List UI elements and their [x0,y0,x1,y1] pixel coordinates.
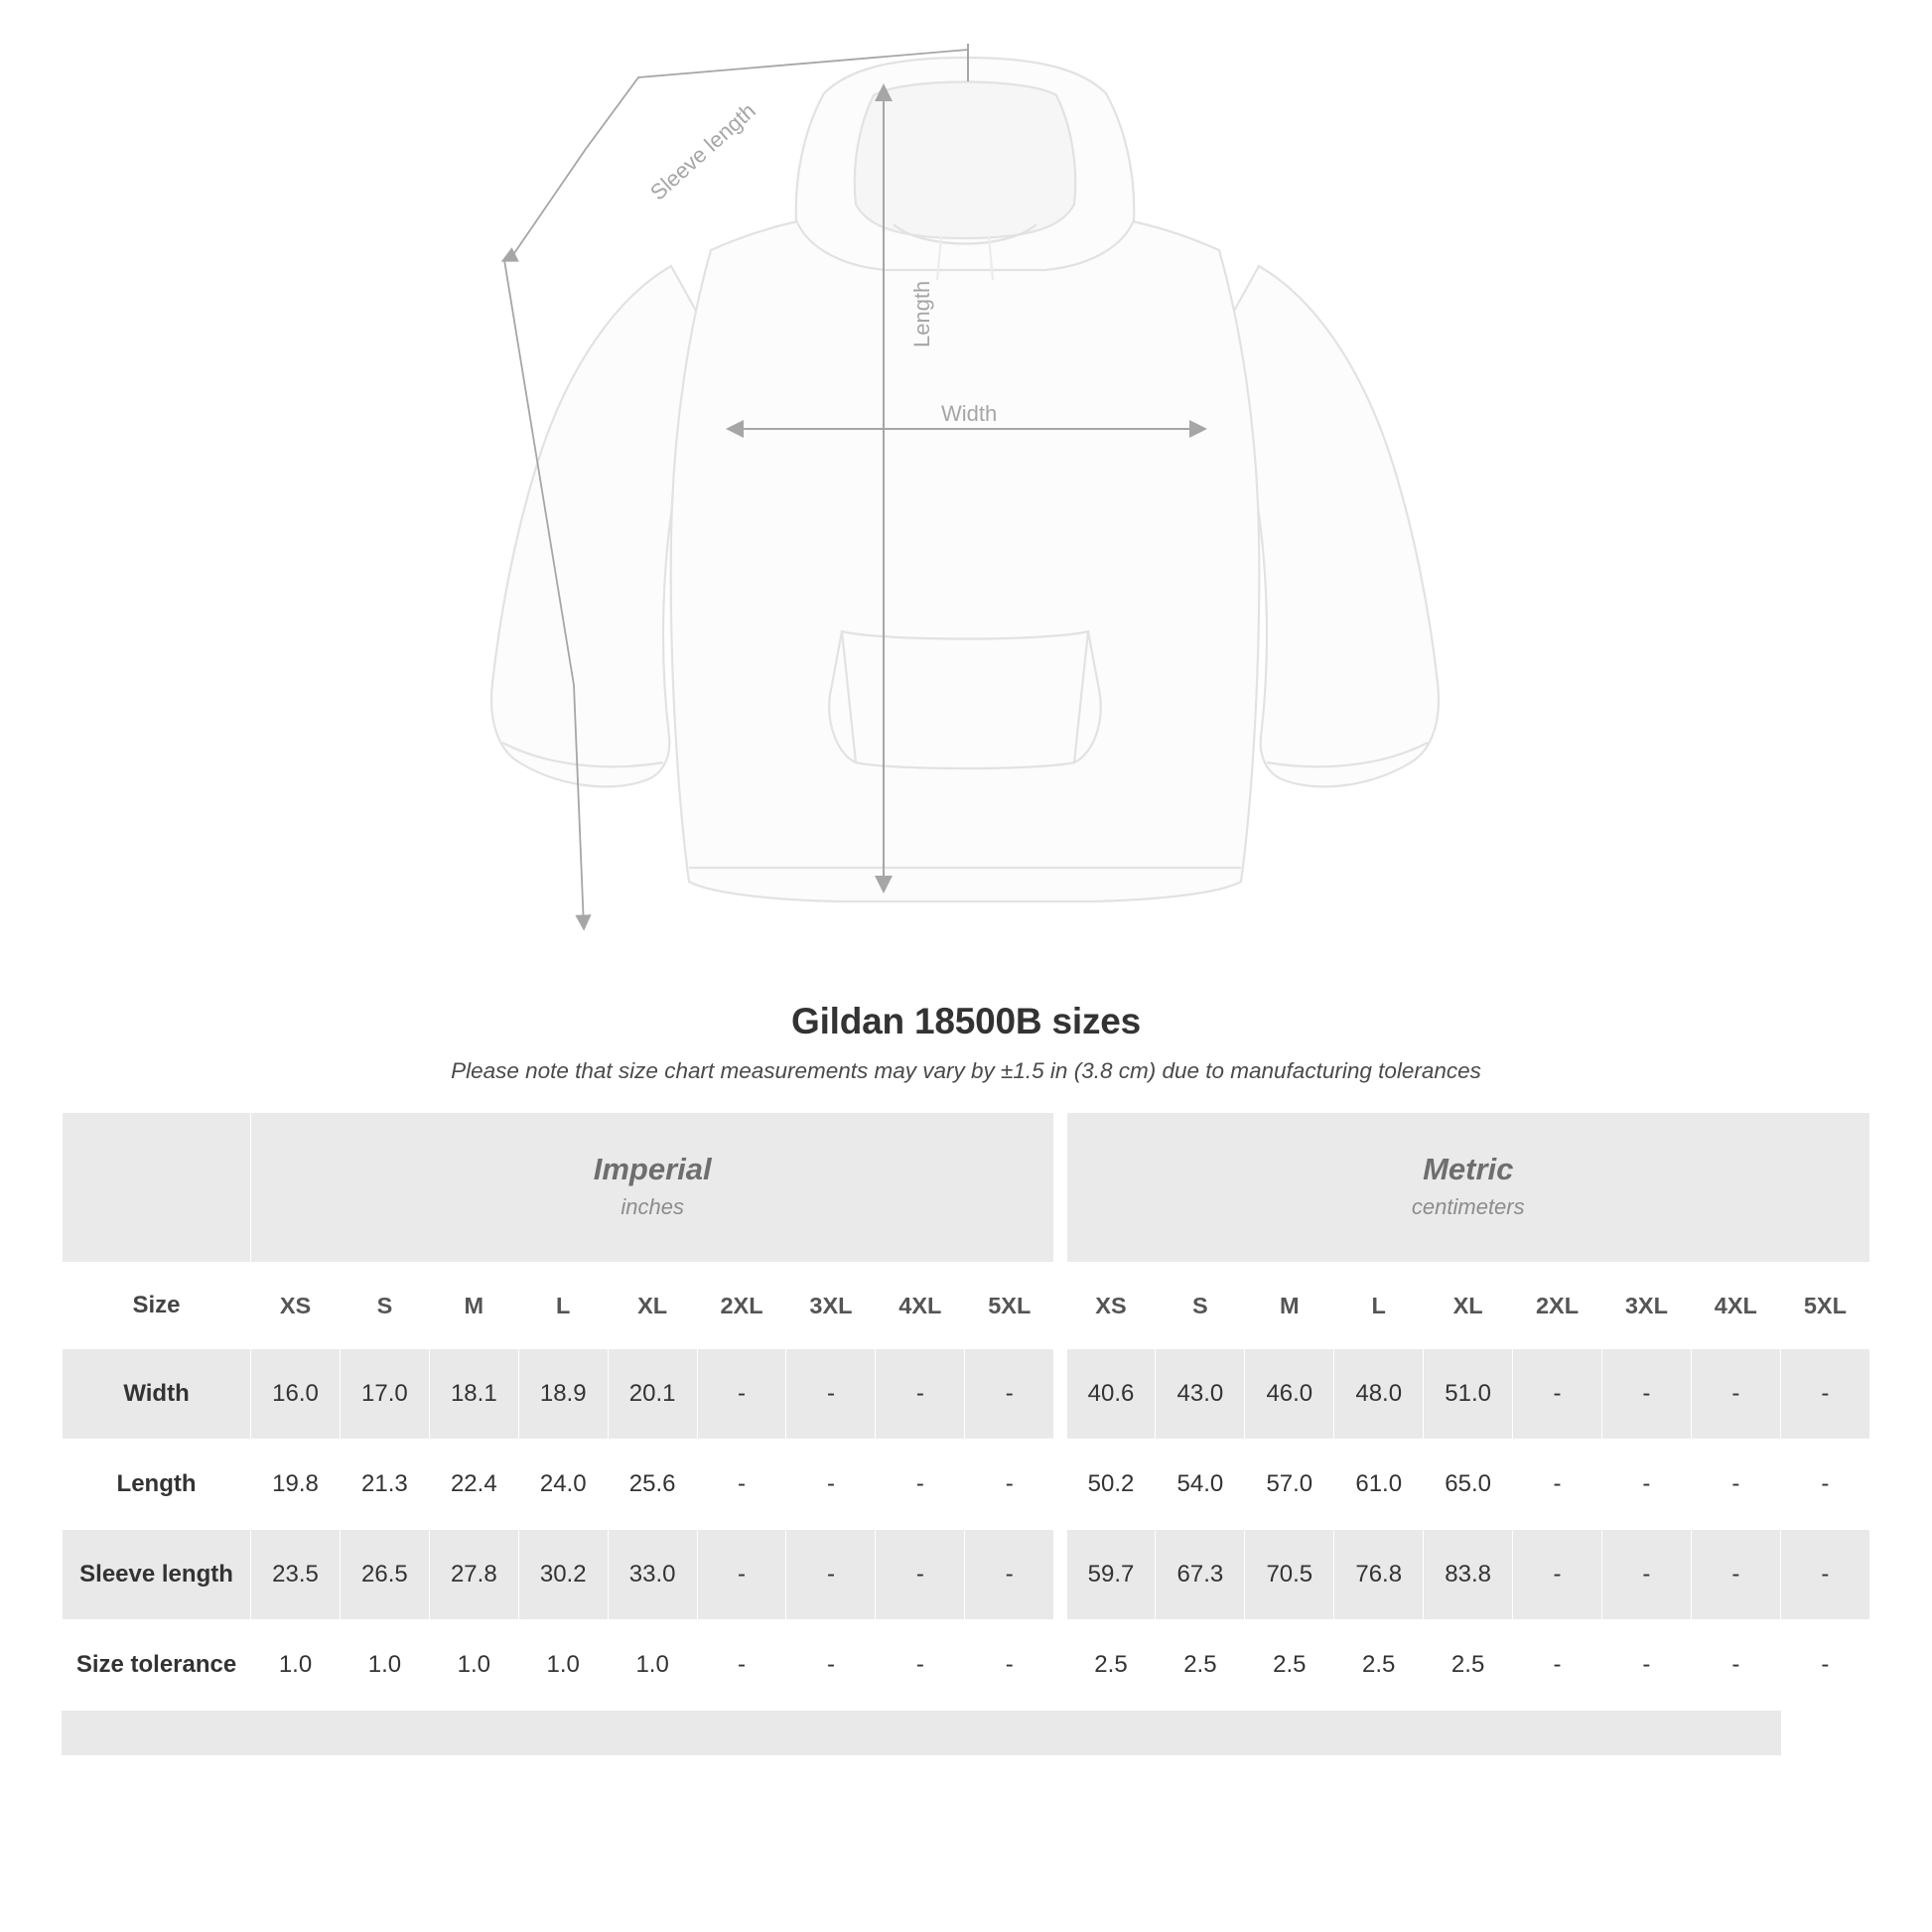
cell: 57.0 [1245,1440,1334,1530]
cell: 30.2 [518,1530,608,1620]
column-gap [1054,1620,1066,1711]
cell: 70.5 [1245,1530,1334,1620]
cell: 43.0 [1156,1349,1245,1440]
cell: 26.5 [340,1530,429,1620]
sleeve-length-label: Sleeve length [645,97,760,206]
size-header-metric-4xl: 4XL [1691,1263,1780,1349]
cell: 1.0 [518,1620,608,1711]
column-gap [1054,1440,1066,1530]
table-row [63,1440,1870,1530]
corner-cell [63,1113,251,1263]
size-header-metric-s: S [1156,1263,1245,1349]
cell: - [1691,1530,1780,1620]
row-label-size-tolerance: Size tolerance [63,1620,251,1711]
table-row [63,1530,1870,1620]
cell: 27.8 [429,1530,518,1620]
unit-sub-metric: centimeters [1411,1193,1525,1219]
cell: 20.1 [608,1349,697,1440]
cell: 18.1 [429,1349,518,1440]
cell: 2.5 [1334,1620,1424,1711]
table-footer-strip [63,1711,1870,1755]
cell: 40.6 [1066,1349,1156,1440]
column-gap [1054,1530,1066,1620]
cell: - [876,1620,965,1711]
cell: - [1513,1620,1602,1711]
cell: 65.0 [1424,1440,1513,1530]
cell: 18.9 [518,1349,608,1440]
cell: - [786,1349,876,1440]
cell: 83.8 [1424,1530,1513,1620]
cell: - [1601,1530,1691,1620]
unit-header-metric [1066,1113,1869,1263]
cell: 19.8 [251,1440,341,1530]
cell: 46.0 [1245,1349,1334,1440]
cell: 51.0 [1424,1349,1513,1440]
cell: 59.7 [1066,1530,1156,1620]
cell: 61.0 [1334,1440,1424,1530]
unit-header-imperial [251,1113,1054,1263]
cell: - [786,1440,876,1530]
row-label-length: Length [63,1440,251,1530]
cell: - [1601,1440,1691,1530]
cell: 1.0 [340,1620,429,1711]
column-gap [1054,1263,1066,1349]
cell: 17.0 [340,1349,429,1440]
table-row [63,1620,1870,1711]
cell: - [697,1349,786,1440]
footer-cell [63,1711,1781,1755]
size-header-imperial-xl: XL [608,1263,697,1349]
cell: 2.5 [1424,1620,1513,1711]
cell: - [965,1440,1054,1530]
size-header-metric-3xl: 3XL [1601,1263,1691,1349]
cell: 2.5 [1156,1620,1245,1711]
unit-sub-imperial: inches [621,1193,684,1219]
length-label: Length [909,280,934,347]
cell: - [1513,1530,1602,1620]
cell: - [1601,1349,1691,1440]
cell: - [965,1349,1054,1440]
cell: 33.0 [608,1530,697,1620]
size-chart-table-wrap [62,1112,1870,1755]
cell: 25.6 [608,1440,697,1530]
size-chart-table [62,1112,1870,1755]
cell: - [876,1440,965,1530]
cell: - [965,1530,1054,1620]
size-header-metric-m: M [1245,1263,1334,1349]
unit-name-imperial: Imperial [593,1152,712,1187]
size-header-imperial-s: S [340,1263,429,1349]
unit-name-metric: Metric [1423,1152,1514,1187]
cell: - [1780,1530,1869,1620]
row-label-width: Width [63,1349,251,1440]
cell: 21.3 [340,1440,429,1530]
size-header-label: Size [63,1263,251,1349]
cell: - [965,1620,1054,1711]
cell: 2.5 [1245,1620,1334,1711]
unit-header-row [63,1113,1870,1263]
column-gap [1054,1113,1066,1263]
cell: - [1691,1440,1780,1530]
cell: - [1691,1349,1780,1440]
cell: 23.5 [251,1530,341,1620]
cell: - [1601,1620,1691,1711]
cell: - [697,1530,786,1620]
size-header-imperial-3xl: 3XL [786,1263,876,1349]
title-block [0,1001,1932,1084]
cell: 48.0 [1334,1349,1424,1440]
cell: - [1780,1440,1869,1530]
cell: 2.5 [1066,1620,1156,1711]
cell: 24.0 [518,1440,608,1530]
size-header-metric-5xl: 5XL [1780,1263,1869,1349]
cell: - [697,1620,786,1711]
cell: - [1780,1620,1869,1711]
size-header-row [63,1263,1870,1349]
size-header-imperial-xs: XS [251,1263,341,1349]
cell: - [697,1440,786,1530]
size-header-metric-2xl: 2XL [1513,1263,1602,1349]
size-header-imperial-m: M [429,1263,518,1349]
cell: 50.2 [1066,1440,1156,1530]
cell: 16.0 [251,1349,341,1440]
cell: - [1691,1620,1780,1711]
cell: 1.0 [608,1620,697,1711]
size-header-metric-xl: XL [1424,1263,1513,1349]
cell: 22.4 [429,1440,518,1530]
size-header-imperial-2xl: 2XL [697,1263,786,1349]
cell: - [786,1530,876,1620]
cell: - [786,1620,876,1711]
size-header-imperial-l: L [518,1263,608,1349]
cell: - [1513,1440,1602,1530]
cell: - [876,1530,965,1620]
cell: - [876,1349,965,1440]
cell: 54.0 [1156,1440,1245,1530]
column-gap [1054,1349,1066,1440]
cell: - [1513,1349,1602,1440]
cell: 1.0 [251,1620,341,1711]
row-label-sleeve-length: Sleeve length [63,1530,251,1620]
table-row [63,1349,1870,1440]
cell: - [1780,1349,1869,1440]
cell: 1.0 [429,1620,518,1711]
tolerance-note: Please note that size chart measurements may vary by ±1.5 in (3.8 cm) due to manufacturing tolerances [451,1058,1481,1083]
size-header-metric-xs: XS [1066,1263,1156,1349]
size-header-metric-l: L [1334,1263,1424,1349]
page-title: Gildan 18500B sizes [791,1001,1141,1041]
size-header-imperial-5xl: 5XL [965,1263,1054,1349]
size-header-imperial-4xl: 4XL [876,1263,965,1349]
cell: 76.8 [1334,1530,1424,1620]
cell: 67.3 [1156,1530,1245,1620]
width-label: Width [941,401,998,426]
